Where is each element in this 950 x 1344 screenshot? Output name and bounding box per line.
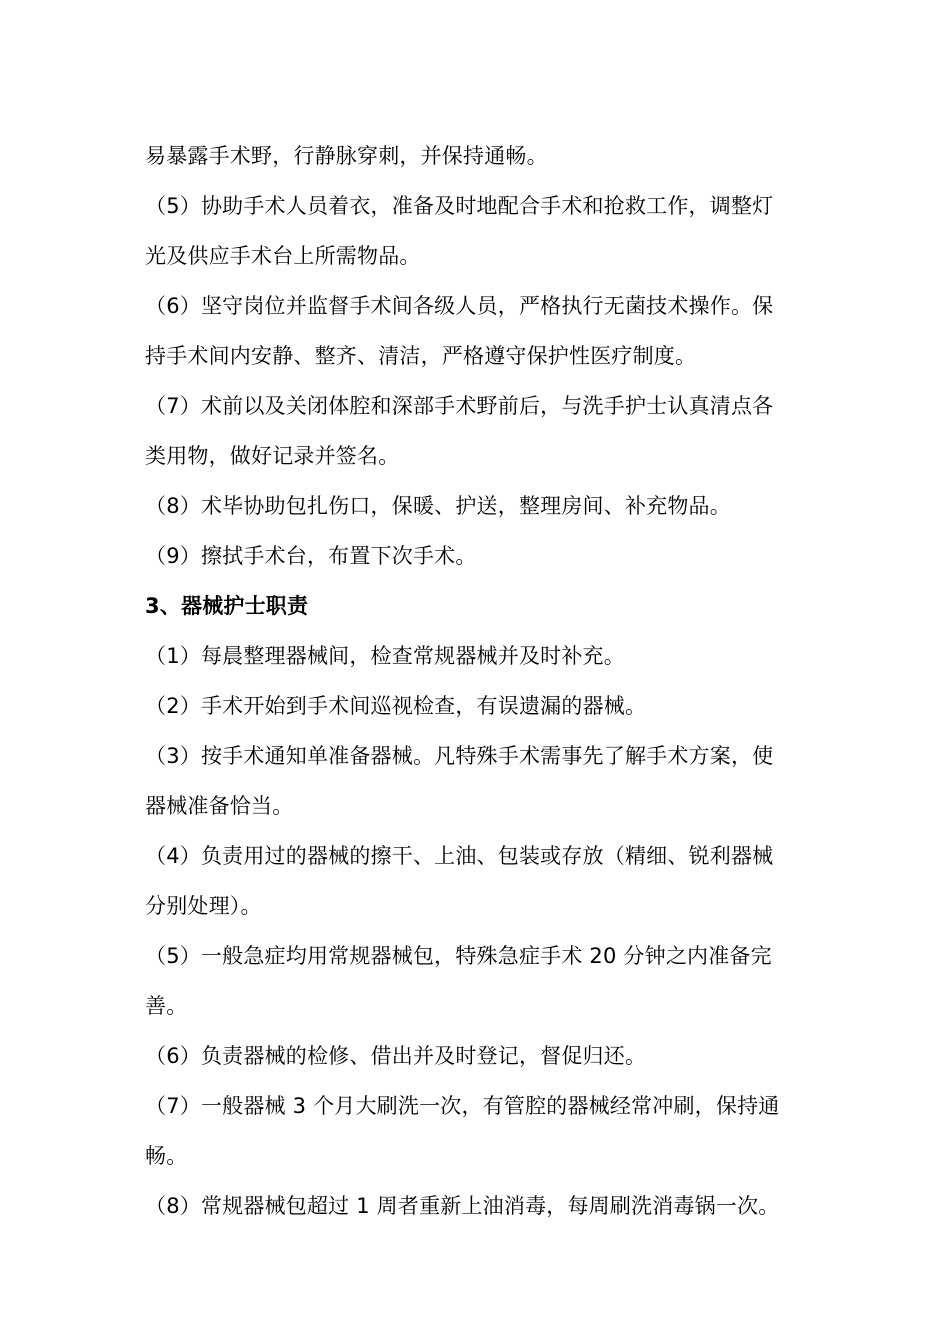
text-line: （4）负责用过的器械的擦干、上油、包装或存放（精细、锐利器械: [145, 844, 774, 868]
text-line: （9）擦拭手术台，布置下次手术。: [145, 544, 477, 568]
text-line: （5）协助手术人员着衣，准备及时地配合手术和抢救工作，调整灯: [145, 194, 774, 218]
text-line: （3）按手术通知单准备器械。凡特殊手术需事先了解手术方案，使: [145, 744, 774, 768]
text-line: （2）手术开始到手术间巡视检查，有误遗漏的器械。: [145, 694, 647, 718]
text-line: 善。: [145, 994, 188, 1018]
document-body: [145, 131, 810, 1231]
text-line: 持手术间内安静、整齐、清洁，严格遵守保护性医疗制度。: [145, 344, 697, 368]
text-line: 分别处理）。: [145, 894, 262, 918]
text-line: （7）一般器械 3 个月大刷洗一次，有管腔的器械经常冲刷，保持通: [145, 1094, 780, 1118]
text-line: 器械准备恰当。: [145, 794, 294, 818]
text-line: （6）坚守岗位并监督手术间各级人员，严格执行无菌技术操作。保: [145, 294, 774, 318]
text-line: （8）术毕协助包扎伤口，保暖、护送，整理房间、补充物品。: [145, 494, 731, 518]
text-line: （6）负责器械的检修、借出并及时登记，督促归还。: [145, 1044, 647, 1068]
text-line: （1）每晨整理器械间，检查常规器械并及时补充。: [145, 644, 625, 668]
text-line: 畅。: [145, 1144, 188, 1168]
section-heading: 3、器械护士职责: [145, 594, 309, 618]
text-line: （7）术前以及关闭体腔和深部手术野前后，与洗手护士认真清点各: [145, 394, 774, 418]
text-line: （5）一般急症均用常规器械包，特殊急症手术 20 分钟之内准备完: [145, 944, 772, 968]
text-line: （8）常规器械包超过 1 周者重新上油消毒，每周刷洗消毒锅一次。: [145, 1194, 780, 1218]
text-line: 光及供应手术台上所需物品。: [145, 244, 421, 268]
text-line: 易暴露手术野，行静脉穿刺，并保持通畅。: [145, 144, 548, 168]
text-line: 类用物，做好记录并签名。: [145, 444, 400, 468]
